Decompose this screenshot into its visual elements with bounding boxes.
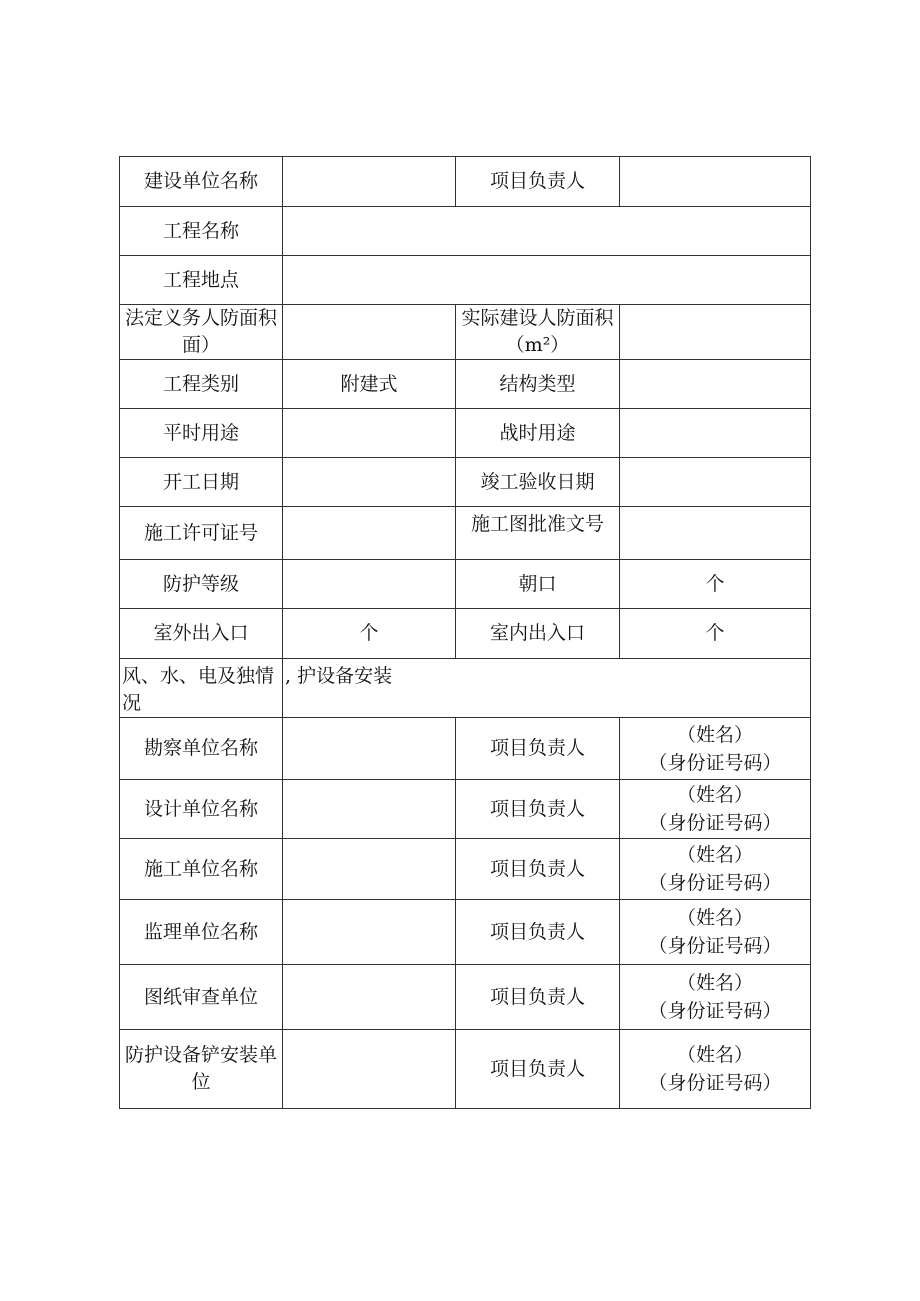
builder-name-field[interactable] — [283, 157, 456, 207]
start-date-label: 开工日期 — [120, 458, 283, 507]
id-hint: （身份证号码） — [648, 872, 782, 894]
form-row — [120, 360, 811, 409]
permit-no-label: 施工许可证号 — [120, 507, 283, 560]
name-hint: （姓名） — [676, 907, 753, 929]
peacetime-use-label: 平时用途 — [120, 409, 283, 458]
unit-leader-field[interactable] — [620, 839, 811, 900]
legal-area-label: 法定义务人防面积面） — [120, 305, 283, 360]
form-row — [120, 256, 811, 305]
form-row — [120, 207, 811, 256]
unit-name-field[interactable] — [283, 1030, 456, 1109]
structure-type-label: 结构类型 — [456, 360, 620, 409]
actual-area-label: 实际建设人防面积（m²） — [456, 305, 620, 360]
unit-row — [120, 718, 811, 780]
permit-no-field[interactable] — [283, 507, 456, 560]
name-hint: （姓名） — [676, 723, 753, 746]
unit-leader-label: 项目负责人 — [456, 965, 620, 1030]
unit-label: 防护设备铲安装单位 — [120, 1030, 283, 1109]
unit-row — [120, 1030, 811, 1109]
form-row — [120, 659, 811, 718]
unit-leader-field[interactable] — [620, 780, 811, 839]
id-hint: （身份证号码） — [648, 1000, 782, 1022]
structure-type-field[interactable] — [620, 360, 811, 409]
drawing-approval-label: 施工图批准文号 — [456, 507, 620, 560]
unit-leader-field[interactable] — [620, 718, 811, 780]
name-hint: （姓名） — [676, 972, 753, 994]
completion-date-field[interactable] — [620, 458, 811, 507]
unit-name-field[interactable] — [283, 965, 456, 1030]
legal-area-field[interactable] — [283, 305, 456, 360]
unit-label: 施工单位名称 — [120, 839, 283, 900]
id-hint: （身份证号码） — [648, 935, 782, 957]
equipment-label: 风、水、电及独情况 — [120, 659, 283, 718]
builder-leader-label: 项目负责人 — [456, 157, 620, 207]
unit-row — [120, 965, 811, 1030]
unit-name-field[interactable] — [283, 718, 456, 780]
form-row — [120, 157, 811, 207]
start-date-field[interactable] — [283, 458, 456, 507]
unit-name-field[interactable] — [283, 900, 456, 965]
form-row — [120, 507, 811, 560]
unit-label: 图纸审查单位 — [120, 965, 283, 1030]
project-name-label: 工程名称 — [120, 207, 283, 256]
unit-leader-label: 项目负责人 — [456, 839, 620, 900]
name-hint: （姓名） — [676, 844, 753, 866]
equipment-field[interactable]: , 护设备安装 — [283, 659, 811, 718]
project-type-label: 工程类别 — [120, 360, 283, 409]
project-site-field[interactable] — [283, 256, 811, 305]
drawing-approval-field[interactable] — [620, 507, 811, 560]
unit-leader-label: 项目负责人 — [456, 780, 620, 839]
unit-label: 监理单位名称 — [120, 900, 283, 965]
project-name-field[interactable] — [283, 207, 811, 256]
unit-leader-field[interactable] — [620, 900, 811, 965]
outdoor-entrance-label: 室外出入口 — [120, 609, 283, 659]
unit-row — [120, 780, 811, 839]
unit-row — [120, 900, 811, 965]
opening-label: 朝口 — [456, 560, 620, 609]
unit-leader-label: 项目负责人 — [456, 718, 620, 780]
indoor-entrance-count-field[interactable]: 个 — [620, 609, 811, 659]
project-site-label: 工程地点 — [120, 256, 283, 305]
completion-date-label: 竣工验收日期 — [456, 458, 620, 507]
actual-area-field[interactable] — [620, 305, 811, 360]
unit-leader-field[interactable] — [620, 965, 811, 1030]
outdoor-entrance-count-field[interactable]: 个 — [283, 609, 456, 659]
project-registration-form — [119, 156, 811, 1109]
unit-leader-label: 项目负责人 — [456, 900, 620, 965]
unit-name-field[interactable] — [283, 839, 456, 900]
unit-leader-label: 项目负责人 — [456, 1030, 620, 1109]
wartime-use-field[interactable] — [620, 409, 811, 458]
id-hint: （身份证号码） — [648, 1072, 782, 1094]
peacetime-use-field[interactable] — [283, 409, 456, 458]
name-hint: （姓名） — [676, 784, 753, 806]
form-row — [120, 305, 811, 360]
unit-label: 设计单位名称 — [120, 780, 283, 839]
opening-count-field[interactable]: 个 — [620, 560, 811, 609]
form-row — [120, 609, 811, 659]
project-type-value: 附建式 — [283, 360, 456, 409]
indoor-entrance-label: 室内出入口 — [456, 609, 620, 659]
builder-name-label: 建设单位名称 — [120, 157, 283, 207]
unit-label: 勘察单位名称 — [120, 718, 283, 780]
unit-leader-field[interactable] — [620, 1030, 811, 1109]
form-row — [120, 409, 811, 458]
name-hint: （姓名） — [676, 1044, 753, 1066]
id-hint: （身份证号码） — [648, 812, 782, 834]
wartime-use-label: 战时用途 — [456, 409, 620, 458]
protection-grade-field[interactable] — [283, 560, 456, 609]
builder-leader-field[interactable] — [620, 157, 811, 207]
form-row — [120, 560, 811, 609]
id-hint: （身份证号码） — [648, 751, 782, 774]
unit-row — [120, 839, 811, 900]
unit-name-field[interactable] — [283, 780, 456, 839]
protection-grade-label: 防护等级 — [120, 560, 283, 609]
form-row — [120, 458, 811, 507]
